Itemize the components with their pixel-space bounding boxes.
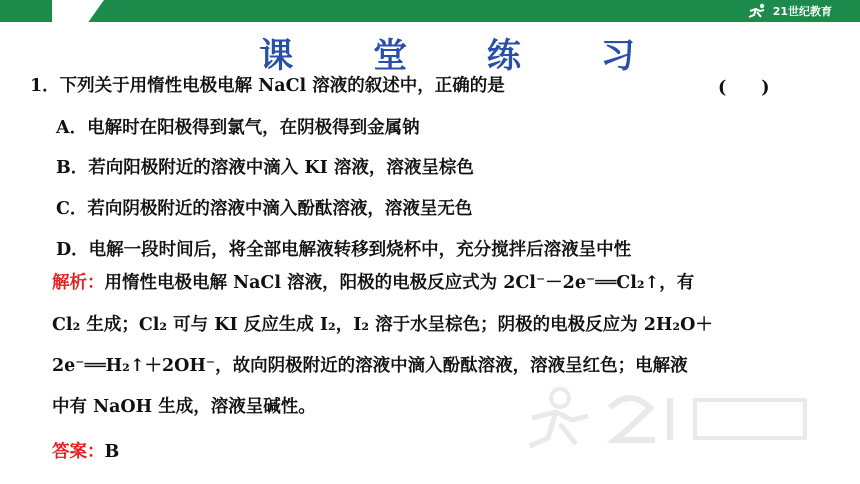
option-a: A．电解时在阳极得到氯气，在阴极得到金属钠 — [56, 118, 420, 138]
answer-label: 答案： — [52, 442, 105, 462]
analysis-line-1 — [52, 271, 694, 295]
analysis-line-4: 中有 NaOH 生成，溶液呈碱性。 — [52, 397, 316, 417]
brand-logo — [747, 2, 832, 20]
question-text: 1．下列关于用惰性电极电解 NaCl 溶液的叙述中，正确的是 — [30, 76, 505, 96]
option-b: B．若向阳极附近的溶液中滴入 KI 溶液，溶液呈棕色 — [56, 158, 474, 178]
banner-notch — [52, 0, 104, 22]
analysis-line-2: Cl₂ 生成；Cl₂ 可与 KI 反应生成 I₂，I₂ 溶于水呈棕色；阴极的电极反应为 2H₂O＋ — [52, 315, 713, 335]
top-banner — [0, 0, 860, 22]
analysis-label: 解析： — [52, 273, 105, 293]
analysis-line-3: 2e⁻══H₂↑＋2OH⁻，故向阴极附近的溶液中滴入酚酞溶液，溶液呈红色；电解液 — [52, 356, 688, 376]
watermark-logo — [520, 378, 820, 458]
answer-value: B — [104, 442, 120, 462]
analysis-text-1: 用惰性电极电解 NaCl 溶液，阳极的电极反应式为 2Cl⁻－2e⁻══Cl₂↑，有 — [104, 273, 695, 293]
runner-logo-icon — [747, 3, 769, 19]
option-c: C．若向阴极附近的溶液中滴入酚酞溶液，溶液呈无色 — [56, 199, 473, 219]
option-d: D．电解一段时间后，将全部电解液转移到烧杯中，充分搅拌后溶液呈中性 — [56, 240, 632, 260]
page-title: 课 堂 练 习 — [259, 36, 669, 76]
answer-line — [52, 440, 119, 464]
brand-name: 21世纪教育 — [772, 5, 832, 18]
answer-blank: ( ) — [718, 78, 770, 98]
